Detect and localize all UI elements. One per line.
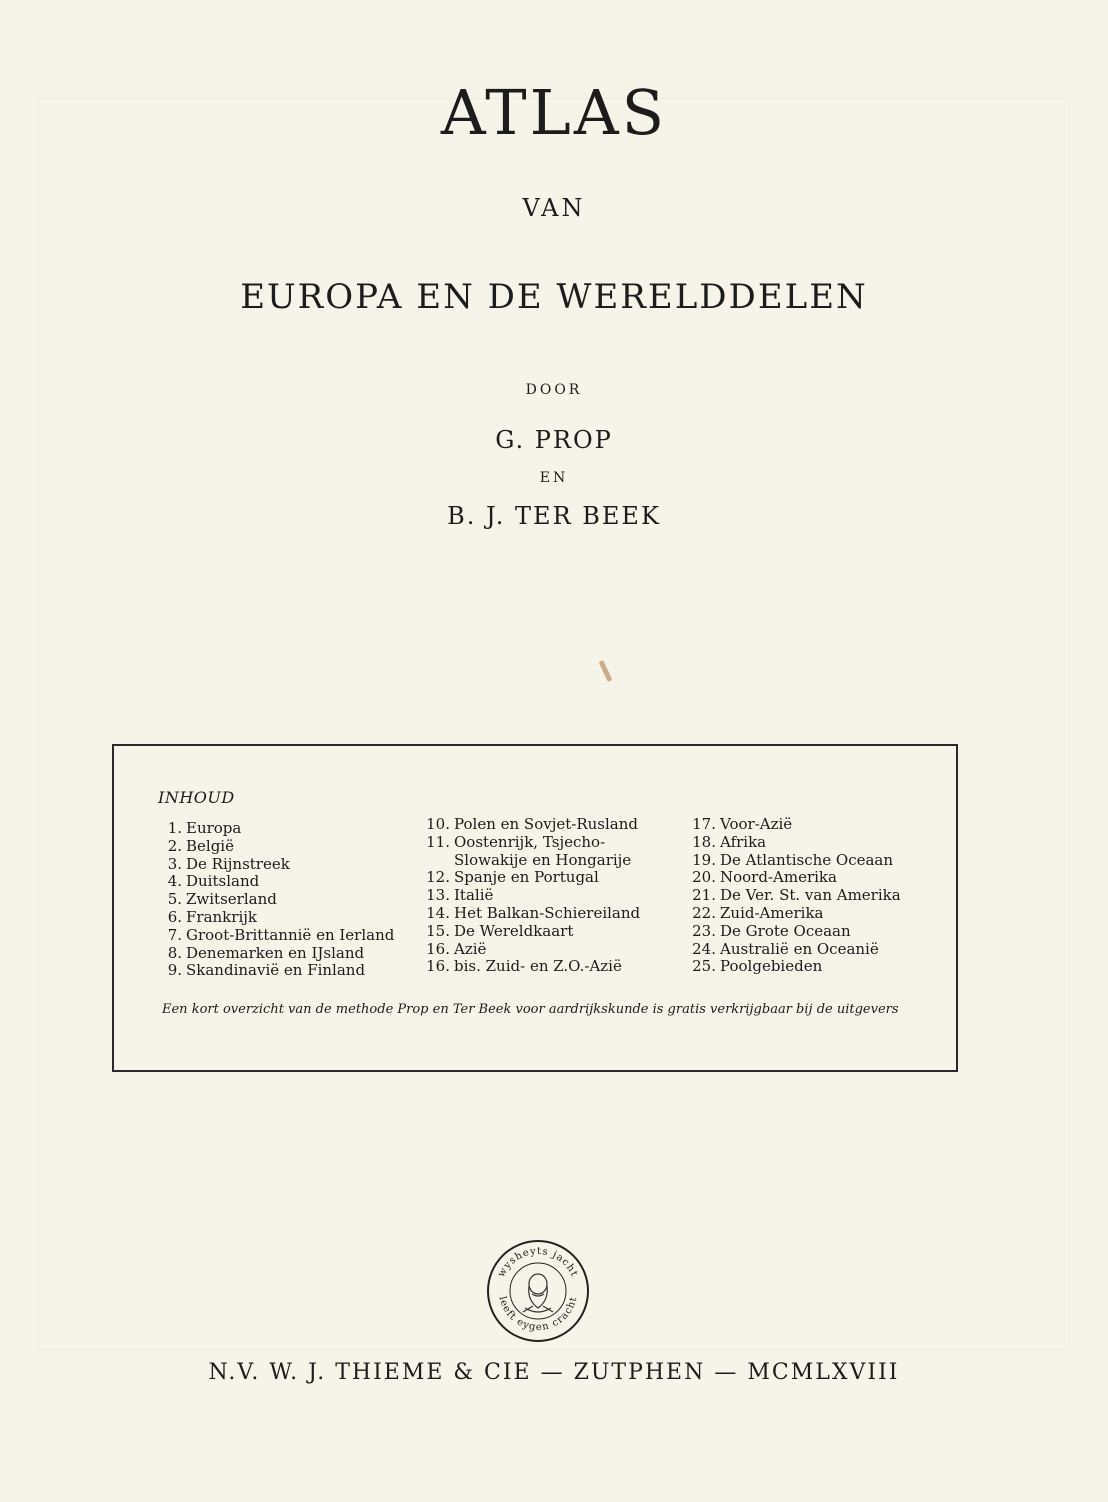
contents-item: 3. De Rijnstreek: [167, 854, 290, 873]
contents-item: 20. Noord-Amerika: [692, 868, 837, 887]
contents-item: 5. Zwitserland: [167, 890, 277, 909]
contents-item: 9. Skandinavië en Finland: [167, 961, 366, 980]
contents-item: 10. Polen en Sovjet-Rusland: [426, 815, 638, 833]
contents-item: 23. De Grote Oceaan: [692, 921, 851, 940]
contents-item: 1. Europa: [167, 819, 242, 837]
page-title: ATLAS: [440, 76, 668, 149]
publisher-seal-icon: [485, 1238, 591, 1344]
by-label: DOOR: [525, 382, 583, 398]
contents-item: 12. Spanje en Portugal: [426, 868, 599, 887]
contents-item: 22. Zuid-Amerika: [692, 903, 824, 922]
contents-item: 14. Het Balkan-Schiereiland: [426, 903, 641, 922]
page-subtitle: EUROPA EN DE WERELDDELEN: [240, 277, 868, 317]
title-connector: VAN: [522, 194, 586, 222]
author-connector: EN: [539, 470, 569, 486]
contents-column-2: [424, 816, 640, 976]
contents-item: 11. Oostenrijk, Tsjecho-: [426, 832, 606, 851]
contents-column-3: [690, 816, 901, 976]
contents-item: 25. Poolgebieden: [692, 957, 823, 976]
contents-item: 16. bis. Zuid- en Z.O.-Azië: [426, 957, 622, 976]
author-ter-beek: B. J. TER BEEK: [447, 502, 661, 530]
contents-item: 8. Denemarken en IJsland: [167, 943, 365, 962]
svg-text:wysheyts jacht: wysheyts jacht: [496, 1245, 580, 1280]
contents-item: 19. De Atlantische Oceaan: [692, 850, 894, 869]
svg-text:leeft eygen cracht: leeft eygen cracht: [496, 1295, 580, 1334]
contents-item: 24. Australië en Oceanië: [692, 939, 879, 958]
contents-heading: INHOUD: [158, 788, 235, 807]
contents-note: Een kort overzicht van de methode Prop en Ter Beek voor aardrijkskunde is gratis verkrijgbaar bij de uitgevers: [162, 1002, 899, 1017]
contents-item: 6. Frankrijk: [167, 907, 257, 926]
contents-box: [112, 744, 958, 1072]
contents-item: 4. Duitsland: [167, 872, 260, 891]
contents-item: 21. De Ver. St. van Amerika: [692, 886, 901, 905]
author-prop: G. PROP: [495, 426, 613, 454]
contents-item: 17. Voor-Azië: [692, 815, 793, 833]
contents-item: 16. Azië: [426, 939, 487, 958]
publisher-imprint: N.V. W. J. THIEME & CIE — ZUTPHEN — MCMLXVIII: [208, 1360, 900, 1385]
contents-item-continuation: Slowakije en Hongarije: [454, 850, 632, 869]
contents-item: 13. Italië: [426, 886, 494, 905]
contents-item: 2. België: [167, 836, 234, 855]
contents-item: 15. De Wereldkaart: [426, 921, 574, 940]
contents-column-1: [156, 820, 394, 980]
contents-item: 18. Afrika: [692, 832, 767, 851]
contents-item: 7. Groot-Brittannië en Ierland: [167, 925, 395, 944]
